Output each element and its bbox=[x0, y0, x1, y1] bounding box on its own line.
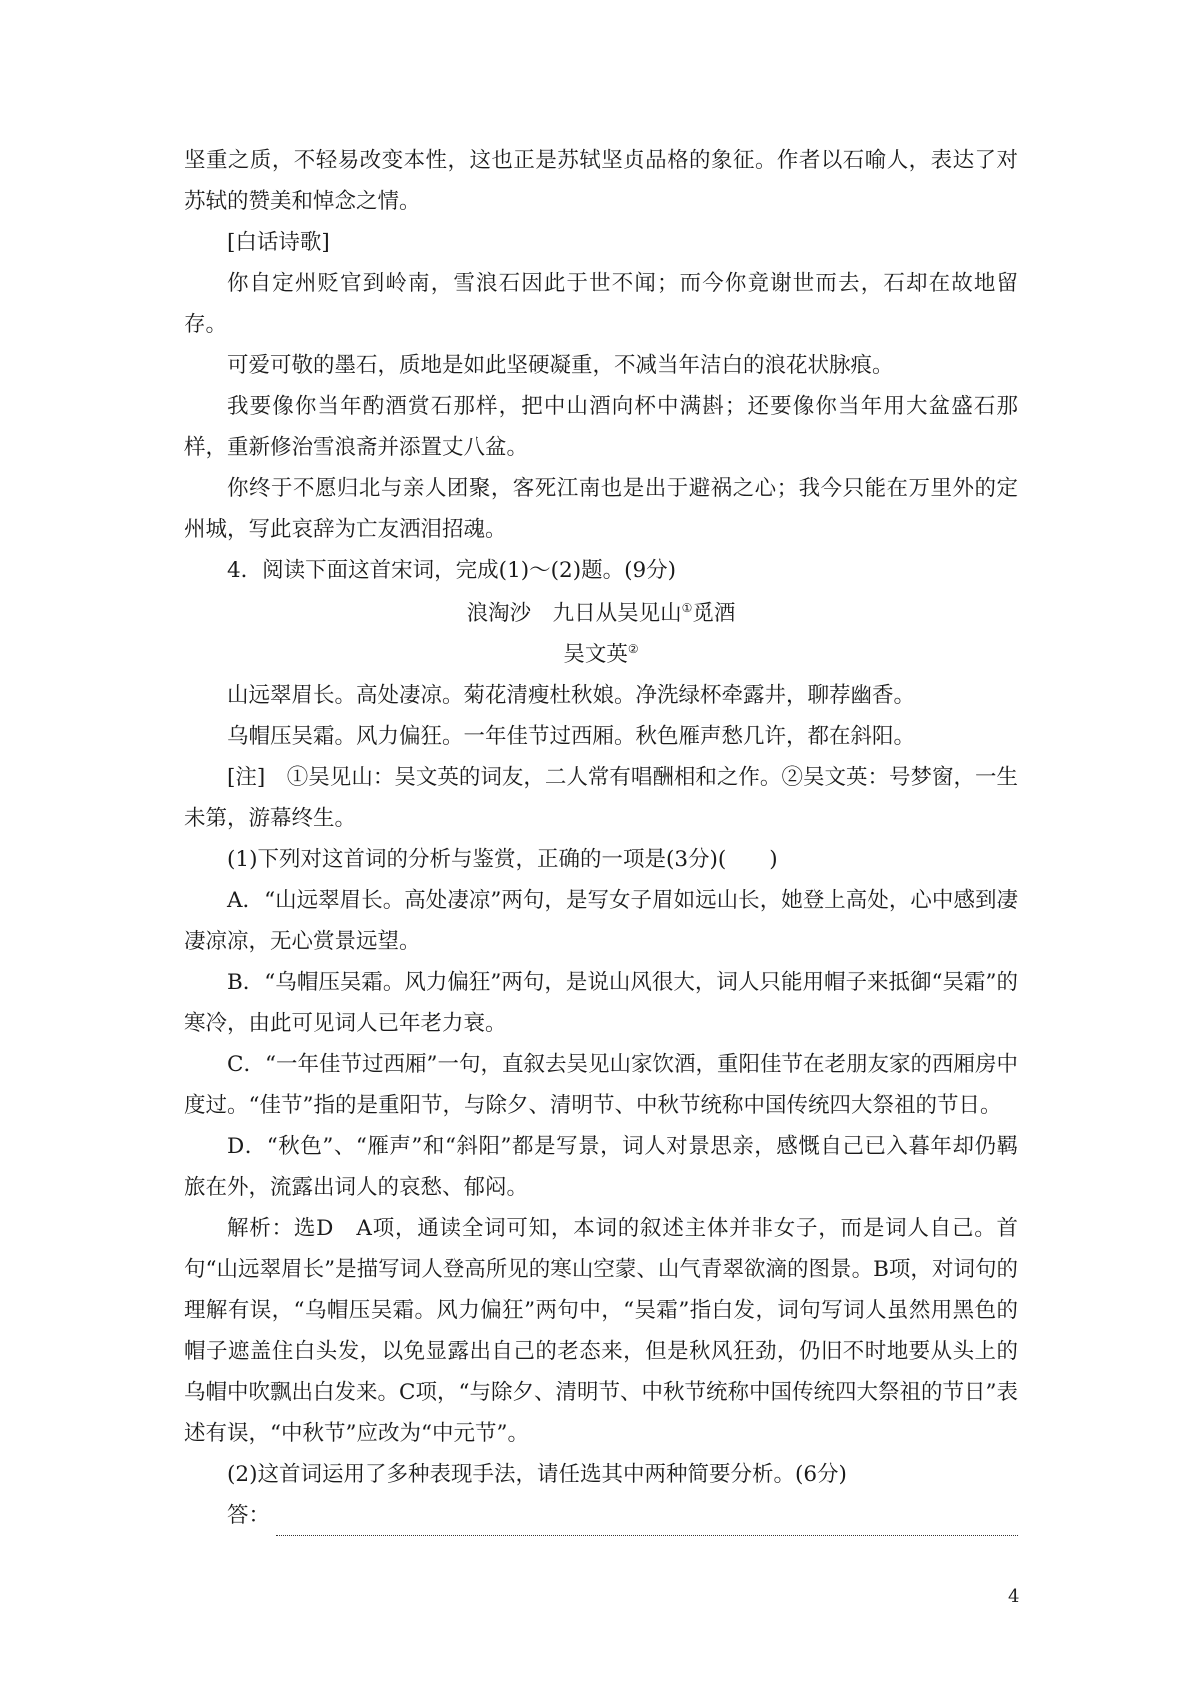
sub-question-2-prompt: (2)这首词运用了多种表现手法，请任选其中两种简要分析。(6分) bbox=[227, 1462, 847, 1487]
poem-author-text: 吴文英 bbox=[563, 642, 628, 667]
poem-title bbox=[184, 593, 1018, 634]
poem-line-1: 山远翠眉长。高处凄凉。菊花清瘦杜秋娘。净洗绿杯牵露井，聊荐幽香。 bbox=[227, 683, 916, 708]
poem-author-footnote-marker: ② bbox=[627, 641, 639, 656]
continuation-paragraph: 坚重之质，不轻易改变本性，这也正是苏轼坚贞品格的象征。作者以石喻人，表达了对苏轼的赞美和悼念之情。 bbox=[184, 148, 1018, 214]
poem-line-2: 乌帽压吴霜。风力偏狂。一年佳节过西厢。秋色雁声愁几许，都在斜阳。 bbox=[227, 724, 916, 749]
option-b: B．“乌帽压吴霜。风力偏狂”两句，是说山风很大，词人只能用帽子来抵御“吴霜”的寒冷，由此可见词人已年老力衰。 bbox=[184, 970, 1018, 1036]
option-c: C．“一年佳节过西厢”一句，直叙去吴见山家饮酒，重阳佳节在老朋友家的西厢房中度过。“佳节”指的是重阳节，与除夕、清明节、中秋节统称中国传统四大祭祖的节日。 bbox=[184, 1052, 1018, 1118]
poem-title-footnote-marker: ① bbox=[681, 600, 693, 615]
option-d: D．“秋色”、“雁声”和“斜阳”都是写景，词人对景思亲，感慨自己已入暮年却仍羁旅在外，流露出词人的哀愁、郁闷。 bbox=[184, 1134, 1018, 1200]
translation-line-2: 可爱可敬的墨石，质地是如此坚硬凝重，不减当年洁白的浪花状脉痕。 bbox=[227, 353, 894, 378]
analysis-paragraph: 解析：选D A项，通读全词可知，本词的叙述主体并非女子，而是词人自己。首句“山远翠眉长”是描写词人登高所见的寒山空蒙、山气青翠欲滴的图景。B项，对词句的理解有误，“乌帽压吴霜。风力偏狂”两句中，“吴霜”指白发，词句写词人虽然用黑色的帽子遮盖住白头发，以免显露出自己的老态来，但是秋风狂劲，仍旧不时地要从头上的乌帽中吹飘出白发来。C项，“与除夕、清明节、中秋节统称中国传统四大祭祖的节日”表述有误，“中秋节”应改为“中元节”。 bbox=[184, 1216, 1018, 1446]
page-number: 4 bbox=[1008, 1586, 1020, 1607]
poem-author bbox=[184, 634, 1018, 675]
document-body bbox=[184, 140, 1018, 1536]
poem-title-end: 觅酒 bbox=[692, 601, 736, 626]
answer-label: 答： bbox=[227, 1503, 271, 1528]
answer-blank-line[interactable] bbox=[276, 1505, 1018, 1536]
translation-heading: [白话诗歌] bbox=[227, 230, 330, 255]
poem-title-text: 浪淘沙 九日从吴见山 bbox=[466, 601, 682, 626]
translation-line-3: 我要像你当年酌酒赏石那样，把中山酒向杯中满斟；还要像你当年用大盆盛石那样，重新修治雪浪斋并添置丈八盆。 bbox=[184, 394, 1018, 460]
question-4-prompt: 4．阅读下面这首宋词，完成(1)～(2)题。(9分) bbox=[227, 558, 677, 583]
translation-line-4: 你终于不愿归北与亲人团聚，客死江南也是出于避祸之心；我今只能在万里外的定州城，写此哀辞为亡友洒泪招魂。 bbox=[184, 476, 1018, 542]
poem-notes: [注] ①吴见山：吴文英的词友，二人常有唱酬相和之作。②吴文英：号梦窗，一生未第，游幕终生。 bbox=[184, 765, 1018, 831]
sub-question-1-prompt: (1)下列对这首词的分析与鉴赏，正确的一项是(3分)( ) bbox=[227, 847, 778, 872]
translation-line-1: 你自定州贬官到岭南，雪浪石因此于世不闻；而今你竟谢世而去，石却在故地留存。 bbox=[184, 271, 1018, 337]
option-a: A．“山远翠眉长。高处凄凉”两句，是写女子眉如远山长，她登上高处，心中感到凄凄凉凉，无心赏景远望。 bbox=[184, 888, 1018, 954]
answer-row bbox=[184, 1495, 1018, 1536]
